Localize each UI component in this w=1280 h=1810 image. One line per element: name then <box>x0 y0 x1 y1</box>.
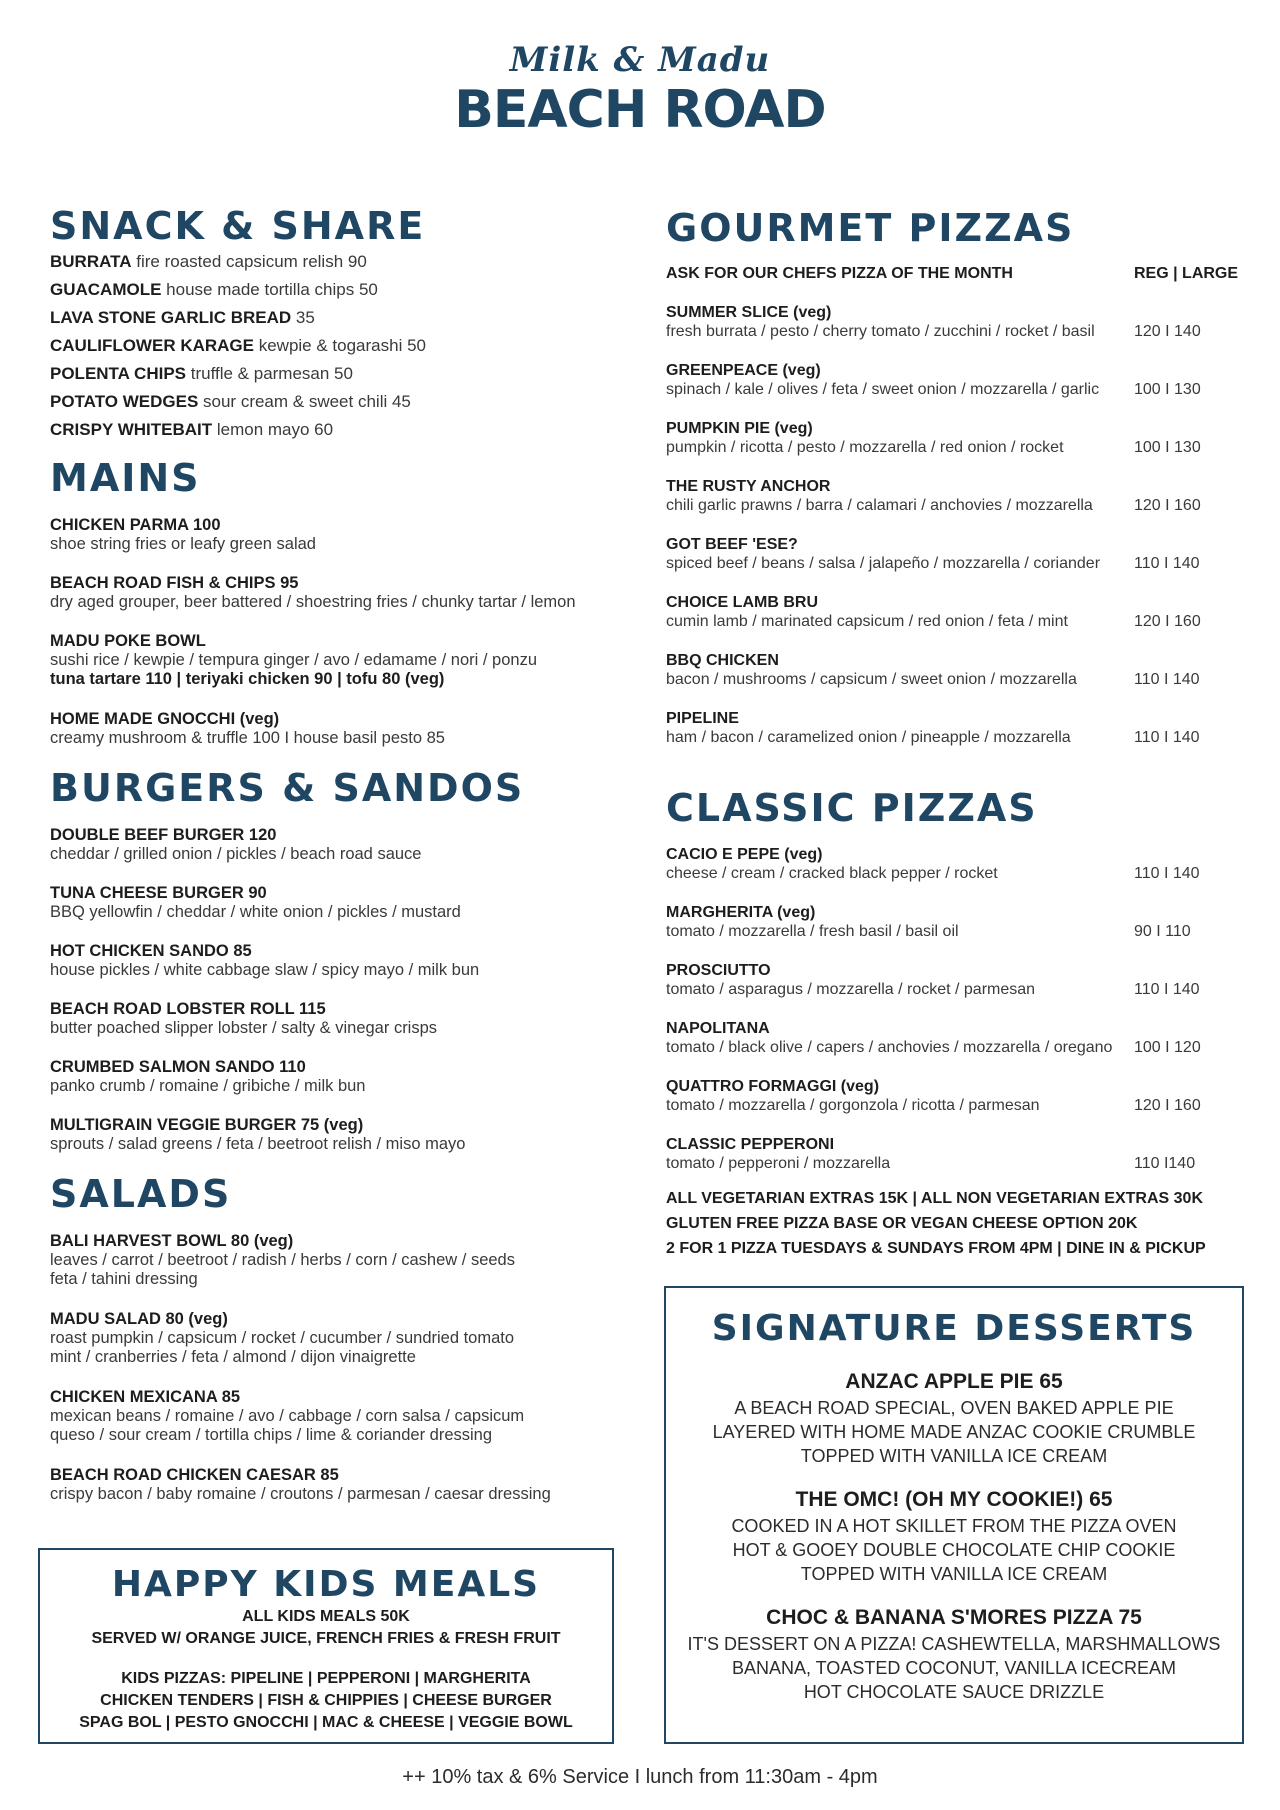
menu-item: CAULIFLOWER KARAGE kewpie & togarashi 50 <box>50 336 426 355</box>
dessert-line: LAYERED WITH HOME MADE ANZAC COOKIE CRUMBLE <box>712 1422 1196 1442</box>
pizza-item: GREENPEACE (veg) spinach / kale / olives / feta / sweet onion / mozzarella / garlic 100 I 130 <box>666 362 1201 398</box>
menu-item: MADU SALAD 80 (veg) roast pumpkin / capsicum / rocket / cucumber / sundried tomato mint / cranberries / feta / almond / dijon vinaigrette <box>50 1310 515 1366</box>
dessert-name: ANZAC APPLE PIE 65 <box>845 1370 1063 1393</box>
pizza-item: QUATTRO FORMAGGI (veg) tomato / mozzarella / gorgonzola / ricotta / parmesan 120 I 160 <box>666 1078 1201 1114</box>
dessert-line: A BEACH ROAD SPECIAL, OVEN BAKED APPLE PIE <box>734 1398 1174 1418</box>
pizza-item: BBQ CHICKEN bacon / mushrooms / capsicum / sweet onion / mozzarella 110 I 140 <box>666 652 1200 688</box>
pizza-item: CLASSIC PEPPERONI tomato / pepperoni / mozzarella 110 I140 <box>666 1136 1196 1172</box>
section-title-snack: SNACK & SHARE <box>50 204 426 248</box>
logo-title: BEACH ROAD <box>454 80 826 140</box>
menu-item: CHICKEN MEXICANA 85 mexican beans / romaine / avo / cabbage / corn salsa / capsicum queso / sour cream / tortilla chips / lime & coriander dressing <box>50 1388 525 1444</box>
menu-item: BURRATA fire roasted capsicum relish 90 <box>50 252 367 271</box>
section-title-classic: CLASSIC PIZZAS <box>666 786 1038 830</box>
menu-item: BALI HARVEST BOWL 80 (veg) leaves / carrot / beetroot / radish / herbs / corn / cashew / seeds feta / tahini dressing <box>50 1232 515 1288</box>
dessert-name: THE OMC! (OH MY COOKIE!) 65 <box>795 1488 1113 1511</box>
footer-note: ++ 10% tax & 6% Service I lunch from 11:30am - 4pm <box>402 1766 878 1788</box>
pizza-item: NAPOLITANA tomato / black olive / capers / anchovies / mozzarella / oregano 100 I 120 <box>666 1020 1201 1056</box>
pizza-item: PROSCIUTTO tomato / asparagus / mozzarella / rocket / parmesan 110 I 140 <box>666 962 1200 998</box>
section-title-mains: MAINS <box>50 456 201 500</box>
menu-item: LAVA STONE GARLIC BREAD 35 <box>50 308 315 327</box>
pizza-item: GOT BEEF 'ESE? spiced beef / beans / salsa / jalapeño / mozzarella / coriander 110 I 140 <box>666 536 1200 572</box>
pizza-extras-line: GLUTEN FREE PIZZA BASE OR VEGAN CHEESE OPTION 20K <box>666 1215 1138 1232</box>
menu-item: BEACH ROAD FISH & CHIPS 95 dry aged grouper, beer battered / shoestring fries / chunky tartar / lemon <box>50 574 576 611</box>
dessert-line: BANANA, TOASTED COCONUT, VANILLA ICECREAM <box>731 1658 1177 1678</box>
menu-item: POTATO WEDGES sour cream & sweet chili 45 <box>50 392 411 411</box>
pizza-item: PUMPKIN PIE (veg) pumpkin / ricotta / pesto / mozzarella / red onion / rocket 100 I 130 <box>666 420 1201 456</box>
kids-line: ALL KIDS MEALS 50K <box>242 1608 410 1625</box>
section-title-salads: SALADS <box>50 1172 232 1216</box>
kids-line: CHICKEN TENDERS | FISH & CHIPPIES | CHEESE BURGER <box>100 1692 552 1709</box>
kids-line: SPAG BOL | PESTO GNOCCHI | MAC & CHEESE | VEGGIE BOWL <box>79 1714 573 1731</box>
desserts-box <box>664 1286 1244 1744</box>
menu-item: CRISPY WHITEBAIT lemon mayo 60 <box>50 420 334 439</box>
menu-item: BEACH ROAD CHICKEN CAESAR 85 crispy bacon / baby romaine / croutons / parmesan / caesar dressing <box>50 1466 551 1503</box>
menu-item: GUACAMOLE house made tortilla chips 50 <box>50 280 378 299</box>
kids-line: KIDS PIZZAS: PIPELINE | PEPPERONI | MARGHERITA <box>121 1670 531 1687</box>
pizza-extras-line: 2 FOR 1 PIZZA TUESDAYS & SUNDAYS FROM 4PM | DINE IN & PICKUP <box>666 1240 1206 1257</box>
kids-title: HAPPY KIDS MEALS <box>111 1564 541 1605</box>
pizza-item: PIPELINE ham / bacon / caramelized onion / pineapple / mozzarella 110 I 140 <box>666 710 1200 746</box>
pizza-of-month-note: ASK FOR OUR CHEFS PIZZA OF THE MONTH <box>666 265 1013 282</box>
logo <box>0 40 1280 140</box>
kids-line: SERVED W/ ORANGE JUICE, FRENCH FRIES & FRESH FRUIT <box>91 1630 561 1647</box>
pizza-item: THE RUSTY ANCHOR chili garlic prawns / barra / calamari / anchovies / mozzarella 120 I 160 <box>666 478 1201 514</box>
dessert-line: HOT & GOOEY DOUBLE CHOCOLATE CHIP COOKIE <box>732 1540 1176 1560</box>
menu-item: CRUMBED SALMON SANDO 110 panko crumb / romaine / gribiche / milk bun <box>50 1058 366 1095</box>
pizza-item: MARGHERITA (veg) tomato / mozzarella / fresh basil / basil oil 90 I 110 <box>666 904 1191 940</box>
menu-item: HOT CHICKEN SANDO 85 house pickles / white cabbage slaw / spicy mayo / milk bun <box>50 942 480 979</box>
size-header: REG | LARGE <box>1134 265 1239 282</box>
dessert-name: CHOC & BANANA S'MORES PIZZA 75 <box>766 1606 1142 1629</box>
menu-item: MADU POKE BOWL sushi rice / kewpie / tempura ginger / avo / edamame / nori / ponzu tuna tartare 110 | teriyaki chicken 90 | tofu 80 (veg) <box>50 632 537 688</box>
dessert-line: TOPPED WITH VANILLA ICE CREAM <box>800 1564 1108 1584</box>
menu-item: DOUBLE BEEF BURGER 120 cheddar / grilled onion / pickles / beach road sauce <box>50 826 422 863</box>
section-title-burgers: BURGERS & SANDOS <box>50 766 525 810</box>
menu-item: BEACH ROAD LOBSTER ROLL 115 butter poached slipper lobster / salty & vinegar crisps <box>50 1000 438 1037</box>
logo-script: Milk & Madu <box>509 40 771 80</box>
menu-item: MULTIGRAIN VEGGIE BURGER 75 (veg) sprouts / salad greens / feta / beetroot relish / miso mayo <box>50 1116 466 1153</box>
dessert-line: IT'S DESSERT ON A PIZZA! CASHEWTELLA, MARSHMALLOWS <box>687 1634 1221 1654</box>
menu-item: TUNA CHEESE BURGER 90 BBQ yellowfin / cheddar / white onion / pickles / mustard <box>50 884 461 921</box>
dessert-line: TOPPED WITH VANILLA ICE CREAM <box>800 1446 1108 1466</box>
section-title-gourmet: GOURMET PIZZAS <box>666 206 1075 250</box>
pizza-item: SUMMER SLICE (veg) fresh burrata / pesto / cherry tomato / zucchini / rocket / basil 120 I 140 <box>666 304 1201 340</box>
menu-item: CHICKEN PARMA 100 shoe string fries or leafy green salad <box>50 516 316 553</box>
pizza-item: CACIO E PEPE (veg) cheese / cream / cracked black pepper / rocket 110 I 140 <box>666 846 1200 882</box>
desserts-title: SIGNATURE DESSERTS <box>711 1308 1197 1349</box>
menu-item: POLENTA CHIPS truffle & parmesan 50 <box>50 364 353 383</box>
pizza-extras-line: ALL VEGETARIAN EXTRAS 15K | ALL NON VEGETARIAN EXTRAS 30K <box>666 1190 1203 1207</box>
dessert-line: HOT CHOCOLATE SAUCE DRIZZLE <box>803 1682 1105 1702</box>
kids-meals-box <box>38 1548 614 1744</box>
menu-item: HOME MADE GNOCCHI (veg) creamy mushroom & truffle 100 I house basil pesto 85 <box>50 710 445 747</box>
pizza-item: CHOICE LAMB BRU cumin lamb / marinated capsicum / red onion / feta / mint 120 I 160 <box>666 594 1201 630</box>
dessert-line: COOKED IN A HOT SKILLET FROM THE PIZZA OVEN <box>731 1516 1177 1536</box>
